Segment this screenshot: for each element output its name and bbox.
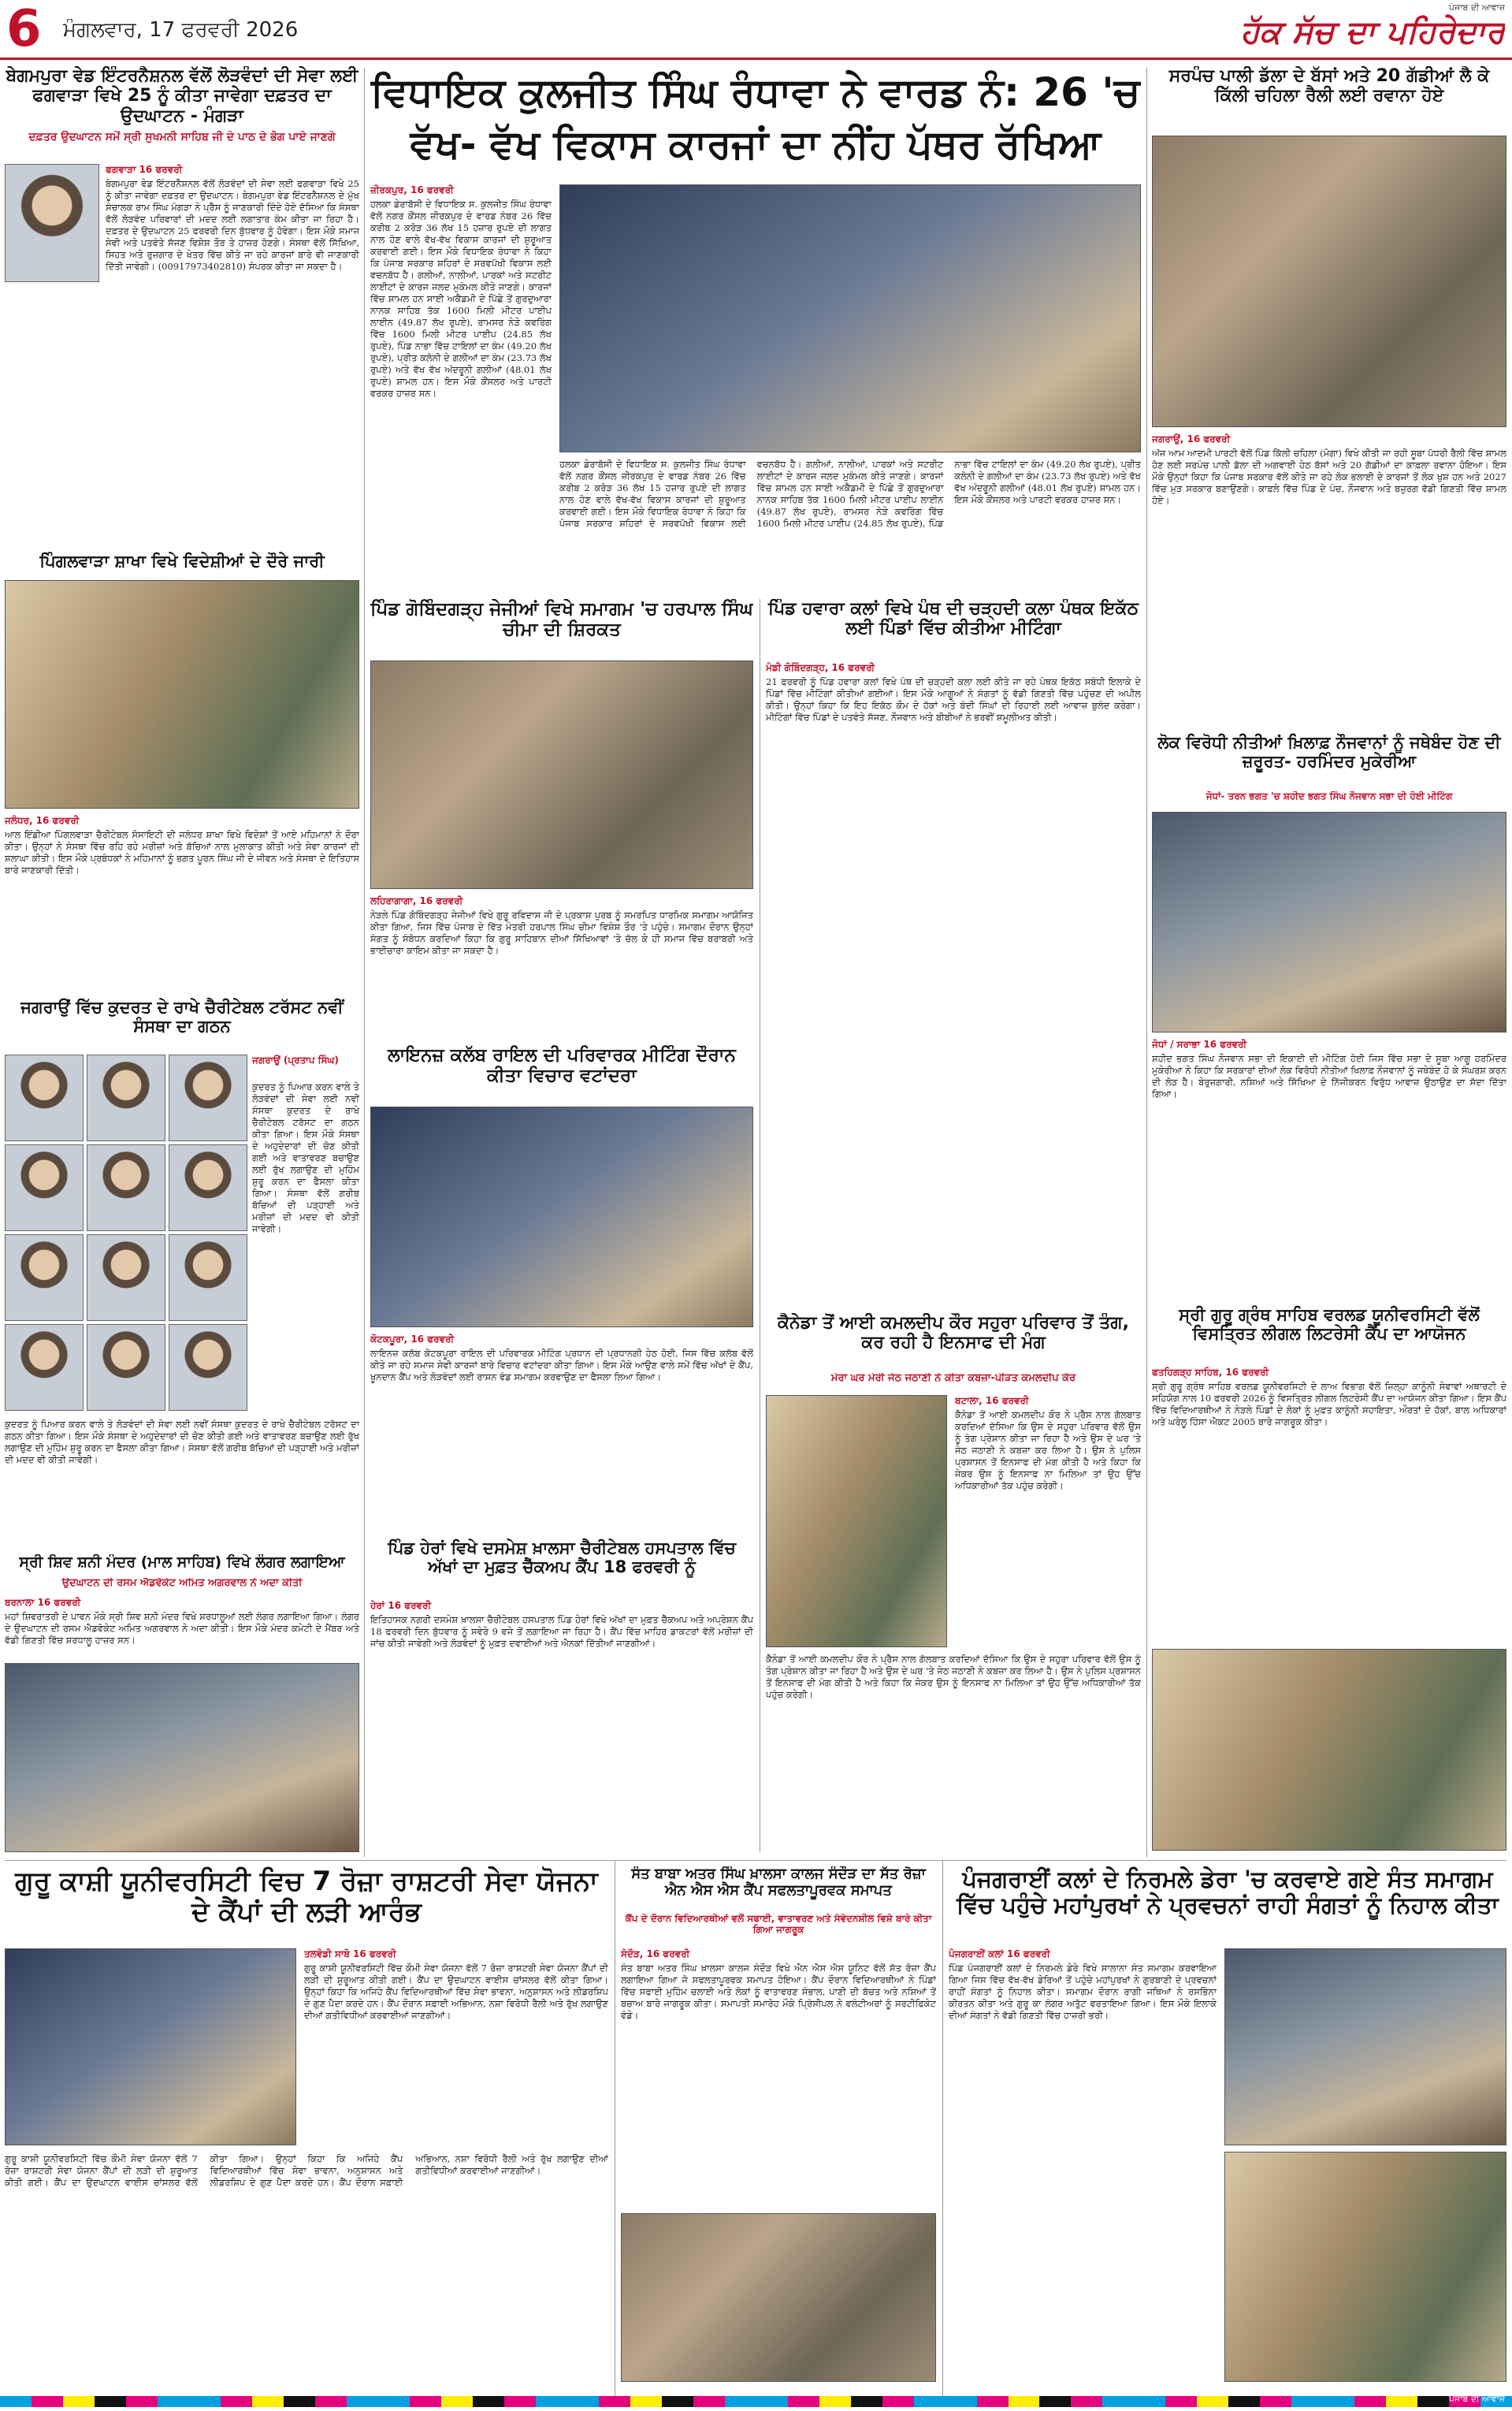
story-chima-byline: ਲਹਿਰਾਗਾਗਾ, 16 ਫਰਵਰੀ bbox=[370, 895, 463, 906]
color-bar-segment bbox=[347, 2396, 378, 2407]
story-randhawa-photo bbox=[559, 184, 1141, 452]
story-sant-samagam-title: ਪੰਜਗਰਾਈਂ ਕਲਾਂ ਦੇ ਨਿਰਮਲੇ ਡੇਰਾ 'ਚ ਕਰਵਾਏ ਗਏ ਸੰਤ ਸਮਾਗਮ ਵਿੱਚ ਪਹੁੰਚੇ ਮਹਾਂਪੁਰਖਾਂ ਨੇ ਪ੍ਰਵਚਨਾਂ ਰਾਹੀ ਸੰਗਤਾਂ ਨੂੰ ਨਿਹਾਲ ਕੀਤਾ bbox=[957, 1866, 1499, 1919]
trust-member-photo bbox=[5, 1324, 84, 1411]
story-randhawa-title: ਵਿਧਾਇਕ ਕੁਲਜੀਤ ਸਿੰਘ ਰੰਧਾਵਾ ਨੇ ਵਾਰਡ ਨੰ: 26 'ਚ ਵੱਖ- ਵੱਖ ਵਿਕਾਸ ਕਾਰਜਾਂ ਦਾ ਨੀਂਹ ਪੱਥਰ ਰੱਖਿਆ bbox=[370, 69, 1141, 167]
story-chima-title: ਪਿੰਡ ਗੋਬਿੰਦਗੜ੍ਹ ਜੇਜੀਆਂ ਵਿਖੇ ਸਮਾਗਮ 'ਚ ਹਰਪਾਲ ਸਿੰਘ ਚੀਮਾ ਦੀ ਸ਼ਿਰਕਤ bbox=[370, 599, 753, 641]
story-guru-kashi-body-cont: ਗੁਰੂ ਕਾਸ਼ੀ ਯੂਨੀਵਰਸਿਟੀ ਵਿੱਚ ਕੌਮੀ ਸੇਵਾ ਯੋਜਨਾ ਵੱਲੋਂ 7 ਰੋਜ਼ਾ ਰਾਸ਼ਟਰੀ ਸੇਵਾ ਯੋਜਨਾ ਕੈਂਪਾਂ ਦੀ ਲੜੀ ਦੀ ਸ਼ੁਰੂਆਤ ਕੀਤੀ ਗਈ। ਕੈਂਪ ਦਾ ਉਦਘਾਟਨ ਵਾਈਸ ਚਾਂਸਲਰ ਵੱਲੋਂ ਕੀਤਾ ਗਿਆ। ਉਨ੍ਹਾਂ ਕਿਹਾ ਕਿ ਅਜਿਹੇ ਕੈਂਪ ਵਿਦਿਆਰਥੀਆਂ ਵਿੱਚ ਸੇਵਾ ਭਾਵਨਾ, ਅਨੁਸ਼ਾਸਨ ਅਤੇ ਲੀਡਰਸ਼ਿਪ ਦੇ ਗੁਣ ਪੈਦਾ ਕਰਦੇ ਹਨ। ਕੈਂਪ ਦੌਰਾਨ ਸਫ਼ਾਈ ਅਭਿਆਨ, ਨਸ਼ਾ ਵਿਰੋਧੀ ਰੈਲੀ ਅਤੇ ਰੁੱਖ ਲਗਾਉਣ ਦੀਆਂ ਗਤੀਵਿਧੀਆਂ ਕਰਵਾਈਆਂ ਜਾਣਗੀਆਂ। bbox=[5, 2153, 608, 2188]
trust-member-photo bbox=[169, 1234, 247, 1321]
story-legal-camp-title: ਸ੍ਰੀ ਗੁਰੂ ਗ੍ਰੰਥ ਸਾਹਿਬ ਵਰਲਡ ਯੂਨੀਵਰਸਿਟੀ ਵੱਲੋਂ ਵਿਸਤ੍ਰਿਤ ਲੀਗਲ ਲਿਟਰੇਸੀ ਕੈਂਪ ਦਾ ਆਯੋਜਨ bbox=[1179, 1305, 1480, 1344]
story-pingalwara-photo bbox=[5, 580, 359, 809]
color-bar-segment bbox=[410, 2396, 441, 2407]
color-bar-segment bbox=[284, 2396, 315, 2407]
story-guru-kashi-body: ਗੁਰੂ ਕਾਸ਼ੀ ਯੂਨੀਵਰਸਿਟੀ ਵਿੱਚ ਕੌਮੀ ਸੇਵਾ ਯੋਜਨਾ ਵੱਲੋਂ 7 ਰੋਜ਼ਾ ਰਾਸ਼ਟਰੀ ਸੇਵਾ ਯੋਜਨਾ ਕੈਂਪਾਂ ਦੀ ਲੜੀ ਦੀ ਸ਼ੁਰੂਆਤ ਕੀਤੀ ਗਈ। ਕੈਂਪ ਦਾ ਉਦਘਾਟਨ ਵਾਈਸ ਚਾਂਸਲਰ ਵੱਲੋਂ ਕੀਤਾ ਗਿਆ। ਉਨ੍ਹਾਂ ਕਿਹਾ ਕਿ ਅਜਿਹੇ ਕੈਂਪ ਵਿਦਿਆਰਥੀਆਂ ਵਿੱਚ ਸੇਵਾ ਭਾਵਨਾ, ਅਨੁਸ਼ਾਸਨ ਅਤੇ ਲੀਡਰਸ਼ਿਪ ਦੇ ਗੁਣ ਪੈਦਾ ਕਰਦੇ ਹਨ। ਕੈਂਪ ਦੌਰਾਨ ਸਫ਼ਾਈ ਅਭਿਆਨ, ਨਸ਼ਾ ਵਿਰੋਧੀ ਰੈਲੀ ਅਤੇ ਰੁੱਖ ਲਗਾਉਣ ਦੀਆਂ ਗਤੀਵਿਧੀਆਂ ਕਰਵਾਈਆਂ ਜਾਣਗੀਆਂ। bbox=[304, 1963, 608, 2021]
story-kamaldeep-title: ਕੈਨੇਡਾ ਤੋਂ ਆਈ ਕਮਲਦੀਪ ਕੌਰ ਸਹੁਰਾ ਪਰਿਵਾਰ ਤੋਂ ਤੰਗ, ਕਰ ਰਹੀ ਹੈ ਇਨਸਾਫ ਦੀ ਮੰਗ bbox=[778, 1313, 1129, 1353]
story-nss-camp-body: ਸੰਤ ਬਾਬਾ ਅਤਰ ਸਿੰਘ ਖ਼ਾਲਸਾ ਕਾਲਜ ਸੰਦੌੜ ਵਿਖੇ ਐਨ ਐਸ ਐਸ ਯੂਨਿਟ ਵੱਲੋਂ ਸੱਤ ਰੋਜ਼ਾ ਕੈਂਪ ਲਗਾਇਆ ਗਿਆ ਜੋ ਸਫਲਤਾਪੂਰਵਕ ਸਮਾਪਤ ਹੋਇਆ। ਕੈਂਪ ਦੌਰਾਨ ਵਿਦਿਆਰਥੀਆਂ ਨੇ ਪਿੰਡਾਂ ਵਿੱਚ ਸਫਾਈ ਮੁਹਿੰਮ ਚਲਾਈ ਅਤੇ ਲੋਕਾਂ ਨੂੰ ਵਾਤਾਵਰਣ ਸੰਭਾਲ, ਪਾਣੀ ਦੀ ਬੱਚਤ ਅਤੇ ਨਸ਼ਿਆਂ ਤੋਂ ਬਚਾਅ ਬਾਰੇ ਜਾਗਰੂਕ ਕੀਤਾ। ਸਮਾਪਤੀ ਸਮਾਰੋਹ ਮੌਕੇ ਪ੍ਰਿੰਸੀਪਲ ਨੇ ਵਲੰਟੀਅਰਾਂ ਨੂੰ ਸਰਟੀਫਿਕੇਟ ਵੰਡੇ। bbox=[621, 1963, 936, 2021]
trust-member-photo bbox=[87, 1144, 165, 1231]
story-legal-camp-byline: ਫਤਹਿਗੜ੍ਹ ਸਾਹਿਬ, 16 ਫਰਵਰੀ bbox=[1152, 1367, 1269, 1378]
color-bar-segment bbox=[1039, 2396, 1071, 2407]
color-bar-segment bbox=[252, 2396, 284, 2407]
color-bar-segment bbox=[1165, 2396, 1197, 2407]
story-trust-body: ਕੁਦਰਤ ਨੂੰ ਪਿਆਰ ਕਰਨ ਵਾਲੇ ਤੇ ਲੋੜਵੰਦਾਂ ਦੀ ਸੇਵਾ ਲਈ ਨਵੀਂ ਸੰਸਥਾ ਕੁਦਰਤ ਦੇ ਰਾਖੇ ਚੈਰੀਟੇਬਲ ਟਰੱਸਟ ਦਾ ਗਠਨ ਕੀਤਾ ਗਿਆ। ਇਸ ਮੌਕੇ ਸੰਸਥਾ ਦੇ ਅਹੁਦੇਦਾਰਾਂ ਦੀ ਚੋਣ ਕੀਤੀ ਗਈ ਅਤੇ ਵਾਤਾਵਰਣ ਬਚਾਉਣ ਲਈ ਰੁੱਖ ਲਗਾਉਣ ਦੀ ਮੁਹਿੰਮ ਸ਼ੁਰੂ ਕਰਨ ਦਾ ਫੈਸਲਾ ਕੀਤਾ ਗਿਆ। ਸੰਸਥਾ ਵੱਲੋਂ ਗਰੀਬ ਬੱਚਿਆਂ ਦੀ ਪੜ੍ਹਾਈ ਅਤੇ ਮਰੀਜ਼ਾਂ ਦੀ ਮਦਦ ਵੀ ਕੀਤੀ ਜਾਵੇਗੀ। bbox=[252, 1081, 359, 1234]
footer-strip bbox=[0, 2391, 1512, 2411]
page-number: 6 bbox=[6, 2, 42, 57]
color-bar-segment bbox=[851, 2396, 882, 2407]
color-bar-segment bbox=[441, 2396, 473, 2407]
story-youth-title: ਲੋਕ ਵਿਰੋਧੀ ਨੀਤੀਆਂ ਖ਼ਿਲਾਫ਼ ਨੌਜਵਾਨਾਂ ਨੂੰ ਜਥੇਬੰਦ ਹੋਣ ਦੀ ਜ਼ਰੂਰਤ- ਹਰਮਿੰਦਰ ਮੁਕੇਰੀਆ bbox=[1157, 733, 1501, 772]
color-bar-segment bbox=[567, 2396, 599, 2407]
brand-logo: ਹੱਕ ਸੱਚ ਦਾ ਪਹਿਰੇਦਾਰ bbox=[1240, 14, 1505, 50]
story-guru-kashi-photo bbox=[5, 1948, 296, 2145]
color-bar-segment bbox=[882, 2396, 914, 2407]
color-bar-segment bbox=[63, 2396, 95, 2407]
story-begampura-byline: ਫਗਵਾੜਾ 16 ਫਰਵਰੀ bbox=[106, 164, 183, 175]
story-kamaldeep-body-cont: ਕੈਨੇਡਾ ਤੋਂ ਆਈ ਕਮਲਦੀਪ ਕੌਰ ਨੇ ਪ੍ਰੈਸ ਨਾਲ ਗੱਲਬਾਤ ਕਰਦਿਆਂ ਦੱਸਿਆ ਕਿ ਉਸ ਦੇ ਸਹੁਰਾ ਪਰਿਵਾਰ ਵੱਲੋਂ ਉਸ ਨੂੰ ਤੰਗ ਪ੍ਰੇਸ਼ਾਨ ਕੀਤਾ ਜਾ ਰਿਹਾ ਹੈ ਅਤੇ ਉਸ ਦੇ ਘਰ 'ਤੇ ਜੇਠ ਜਠਾਣੀ ਨੇ ਕਬਜ਼ਾ ਕਰ ਲਿਆ ਹੈ। ਉਸ ਨੇ ਪੁਲਿਸ ਪ੍ਰਸ਼ਾਸਨ ਤੋਂ ਇਨਸਾਫ ਦੀ ਮੰਗ ਕੀਤੀ ਹੈ ਅਤੇ ਕਿਹਾ ਕਿ ਜੇਕਰ ਉਸ ਨੂੰ ਇਨਸਾਫ ਨਾ ਮਿਲਿਆ ਤਾਂ ਉਹ ਉੱਚ ਅਧਿਕਾਰੀਆਂ ਤੱਕ ਪਹੁੰਚ ਕਰੇਗੀ। bbox=[766, 1654, 1141, 1700]
story-youth bbox=[1152, 733, 1506, 1300]
color-bar-segment bbox=[221, 2396, 252, 2407]
story-youth-subtitle: ਜੋਧਾਂ- ਤਰਨ ਭਗਤ 'ਚ ਸ਼ਹੀਦ ਭਗਤ ਸਿੰਘ ਨੌਜਵਾਨ ਸਭਾ ਦੀ ਹੋਈ ਮੀਟਿੰਗ bbox=[1206, 791, 1453, 802]
story-sant-samagam-photo-2 bbox=[1224, 2152, 1506, 2382]
registration-bars bbox=[0, 2396, 1512, 2407]
trust-member-photo bbox=[169, 1055, 247, 1141]
story-sant-samagam-body: ਪਿੰਡ ਪੰਜਗਰਾਈਂ ਕਲਾਂ ਦੇ ਨਿਰਮਲੇ ਡੇਰੇ ਵਿਖੇ ਸਾਲਾਨਾ ਸੰਤ ਸਮਾਗਮ ਕਰਵਾਇਆ ਗਿਆ ਜਿਸ ਵਿੱਚ ਵੱਖ-ਵੱਖ ਡੇਰਿਆਂ ਤੋਂ ਪਹੁੰਚੇ ਮਹਾਂਪੁਰਖਾਂ ਨੇ ਗੁਰਬਾਣੀ ਦੇ ਪ੍ਰਵਚਨਾਂ ਰਾਹੀਂ ਸੰਗਤਾਂ ਨੂੰ ਨਿਹਾਲ ਕੀਤਾ। ਸਮਾਗਮ ਦੌਰਾਨ ਰਾਗੀ ਜਥਿਆਂ ਨੇ ਰਸਭਿੰਨਾ ਕੀਰਤਨ ਕੀਤਾ ਅਤੇ ਗੁਰੂ ਕਾ ਲੰਗਰ ਅਤੁੱਟ ਵਰਤਾਇਆ ਗਿਆ। ਇਸ ਮੌਕੇ ਇਲਾਕੇ ਦੀਆਂ ਸੰਗਤਾਂ ਨੇ ਵੱਡੀ ਗਿਣਤੀ ਵਿੱਚ ਹਾਜ਼ਰੀ ਭਰੀ। bbox=[949, 1963, 1217, 2021]
story-randhawa bbox=[370, 66, 1141, 594]
story-shiv-mandir-title: ਸ੍ਰੀ ਸ਼ਿਵ ਸ਼ਨੀ ਮੰਦਰ (ਮਾਲ ਸਾਹਿਬ) ਵਿਖੇ ਲੰਗਰ ਲਗਾਇਆ bbox=[19, 1554, 345, 1571]
color-bar-segment bbox=[95, 2396, 126, 2407]
brand-tagline: ਪੰਜਾਬ ਦੀ ਆਵਾਜ਼ bbox=[1448, 3, 1505, 13]
color-bar-segment bbox=[1197, 2396, 1228, 2407]
color-bar-segment bbox=[819, 2396, 851, 2407]
story-trust bbox=[5, 998, 359, 1550]
story-guru-kashi-title: ਗੁਰੂ ਕਾਸ਼ੀ ਯੂਨੀਵਰਸਿਟੀ ਵਿਚ 7 ਰੋਜ਼ਾ ਰਾਸ਼ਟਰੀ ਸੇਵਾ ਯੋਜਨਾ ਦੇ ਕੈਂਪਾਂ ਦੀ ਲੜੀ ਆਰੰਭ bbox=[15, 1866, 598, 1929]
color-bar-segment bbox=[504, 2396, 536, 2407]
color-bar-segment bbox=[1102, 2396, 1134, 2407]
story-nss-camp-title: ਸੰਤ ਬਾਬਾ ਅਤਰ ਸਿੰਘ ਖ਼ਾਲਸਾ ਕਾਲਜ ਸੰਦੌੜ ਦਾ ਸੱਤ ਰੋਜ਼ਾ ਐਨ ਐਸ ਐਸ ਕੈਂਪ ਸਫਲਤਾਪੂਰਵਕ ਸਮਾਪਤ bbox=[631, 1866, 926, 1899]
story-kamaldeep-photo bbox=[766, 1395, 947, 1647]
color-bar-segment bbox=[1009, 2396, 1040, 2407]
trust-member-photo bbox=[169, 1144, 247, 1231]
masthead-date: ਮੰਗਲਵਾਰ, 17 ਫਰਵਰੀ 2026 bbox=[63, 19, 299, 42]
color-bar-segment bbox=[315, 2396, 347, 2407]
story-legal-camp bbox=[1152, 1305, 1506, 1857]
story-eye-camp bbox=[370, 1539, 753, 1857]
color-bar-segment bbox=[32, 2396, 63, 2407]
story-begampura-body: ਬੇਗਮਪੁਰਾ ਵੇਡ ਇੰਟਰਨੈਸ਼ਨਲ ਵੱਲੋਂ ਲੋੜਵੰਦਾਂ ਦੀ ਸੇਵਾ ਲਈ ਫਗਵਾੜਾ ਵਿਖੇ 25 ਨੂੰ ਕੀਤਾ ਜਾਵੇਗਾ ਦਫ਼ਤਰ ਦਾ ਉਦਘਾਟਨ। ਬੇਗਮਪੁਰਾ ਵੇਡ ਇੰਟਰਨੈਸ਼ਨਲ ਦੇ ਮੁੱਖ ਸੰਚਾਲਕ ਰਾਮ ਸਿੰਘ ਮੰਗੜਾ ਨੇ ਪ੍ਰੈਸ ਨੂੰ ਜਾਣਕਾਰੀ ਦਿੰਦੇ ਹੋਏ ਦੱਸਿਆ ਕਿ ਸੰਸਥਾ ਵੱਲੋਂ ਲੋੜਵੰਦ ਪਰਿਵਾਰਾਂ ਦੀ ਮਦਦ ਲਈ ਲਗਾਤਾਰ ਕੰਮ ਕੀਤਾ ਜਾ ਰਿਹਾ ਹੈ। ਦਫ਼ਤਰ ਦੇ ਉਦਘਾਟਨ 25 ਫਰਵਰੀ ਦਿਨ ਬੁੱਧਵਾਰ ਨੂੰ ਹੋਵੇਗਾ। ਇਸ ਮੌਕੇ ਸਮਾਜ ਸੇਵੀ ਅਤੇ ਪਤਵੰਤੇ ਸੱਜਣ ਵਿਸ਼ੇਸ਼ ਤੌਰ ਤੇ ਹਾਜ਼ਰ ਹੋਣਗੇ। ਸੰਸਥਾ ਵੱਲੋਂ ਸਿੱਖਿਆ, ਸਿਹਤ ਅਤੇ ਰੁਜ਼ਗਾਰ ਦੇ ਖੇਤਰ ਵਿੱਚ ਕੀਤੇ ਜਾ ਰਹੇ ਕਾਰਜਾਂ ਬਾਰੇ ਵੀ ਜਾਣਕਾਰੀ ਦਿੱਤੀ ਜਾਵੇਗੀ। (00917973402810) ਸੰਪਰਕ ਕੀਤਾ ਜਾ ਸਕਦਾ ਹੈ। bbox=[106, 178, 359, 272]
color-bar-segment bbox=[1228, 2396, 1260, 2407]
story-sarpanch-rally-photo bbox=[1152, 136, 1506, 427]
color-bar-segment bbox=[126, 2396, 158, 2407]
story-shiv-mandir bbox=[5, 1554, 359, 1857]
masthead bbox=[0, 0, 1512, 60]
story-kamaldeep bbox=[766, 1313, 1141, 1857]
story-sant-samagam bbox=[949, 1866, 1506, 2387]
color-bar-segment bbox=[189, 2396, 221, 2407]
story-hawara-body: 21 ਫਰਵਰੀ ਨੂੰ ਪਿੰਡ ਹਵਾਰਾ ਕਲਾਂ ਵਿਖੇ ਪੰਥ ਦੀ ਚੜ੍ਹਦੀ ਕਲਾ ਲਈ ਕੀਤੇ ਜਾ ਰਹੇ ਪੰਥਕ ਇਕੱਠ ਸਬੰਧੀ ਇਲਾਕੇ ਦੇ ਪਿੰਡਾਂ ਵਿੱਚ ਮੀਟਿੰਗਾਂ ਕੀਤੀਆਂ ਗਈਆਂ। ਇਸ ਮੌਕੇ ਆਗੂਆਂ ਨੇ ਸੰਗਤਾਂ ਨੂੰ ਵੱਡੀ ਗਿਣਤੀ ਵਿੱਚ ਪਹੁੰਚਣ ਦੀ ਅਪੀਲ ਕੀਤੀ। ਉਨ੍ਹਾਂ ਕਿਹਾ ਕਿ ਇਹ ਇਕੱਠ ਕੌਮ ਦੇ ਹੱਕਾਂ ਅਤੇ ਬੰਦੀ ਸਿੰਘਾਂ ਦੀ ਰਿਹਾਈ ਲਈ ਆਵਾਜ਼ ਬੁਲੰਦ ਕਰੇਗਾ। ਮੀਟਿੰਗਾਂ ਵਿੱਚ ਪਿੰਡਾਂ ਦੇ ਪਤਵੰਤੇ ਸੱਜਣ, ਨੌਜਵਾਨ ਅਤੇ ਬੀਬੀਆਂ ਨੇ ਭਰਵੀਂ ਸ਼ਮੂਲੀਅਤ ਕੀਤੀ। bbox=[766, 676, 1141, 723]
color-bar-segment bbox=[1260, 2396, 1291, 2407]
story-lions-club-byline: ਕੋਟਕਪੂਰਾ, 16 ਫਰਵਰੀ bbox=[370, 1334, 455, 1345]
story-begampura-title: ਬੇਗਮਪੁਰਾ ਵੇਡ ਇੰਟਰਨੈਸ਼ਨਲ ਵੱਲੋਂ ਲੋੜਵੰਦਾਂ ਦੀ ਸੇਵਾ ਲਈ ਫਗਵਾੜਾ ਵਿਖੇ 25 ਨੂੰ ਕੀਤਾ ਜਾਵੇਗਾ ਦਫ਼ਤਰ ਦਾ ਉਦਘਾਟਨ - ਮੰਗੜਾ bbox=[6, 66, 358, 126]
footer-label: ਪੰਜਾਬ ਦੀ ਆਵਾਜ਼ bbox=[1448, 2394, 1505, 2404]
story-pingalwara-byline: ਜਲੰਧਰ, 16 ਫਰਵਰੀ bbox=[5, 815, 80, 826]
story-begampura-portrait bbox=[5, 164, 99, 282]
story-lions-club bbox=[370, 1045, 753, 1534]
color-bar-segment bbox=[473, 2396, 504, 2407]
trust-member-photo bbox=[87, 1234, 165, 1321]
story-nss-camp-subtitle: ਕੈਂਪ ਦੇ ਦੌਰਾਨ ਵਿਦਿਆਰਥੀਆਂ ਵਲੋਂ ਸਫਾਈ, ਵਾਤਾਵਰਣ ਅਤੇ ਸੰਵੇਦਨਸ਼ੀਲ ਵਿਸ਼ੇ ਬਾਰੇ ਕੀਤਾ ਗਿਆ ਜਾਗਰੂਕ bbox=[625, 1914, 932, 1935]
story-sant-samagam-photo bbox=[1224, 1948, 1506, 2145]
story-guru-kashi-byline: ਤਲਵੰਡੀ ਸਾਬੋ 16 ਫਰਵਰੀ bbox=[304, 1948, 396, 1959]
color-bar-segment bbox=[158, 2396, 189, 2407]
story-guru-kashi bbox=[5, 1866, 608, 2387]
story-lions-club-title: ਲਾਇਨਜ਼ ਕਲੱਬ ਰਾਇਲ ਦੀ ਪਰਿਵਾਰਕ ਮੀਟਿੰਗ ਦੌਰਾਨ ਕੀਤਾ ਵਿਚਾਰ ਵਟਾਂਦਰਾ bbox=[388, 1045, 736, 1087]
story-trust-byline: ਜਗਰਾਉਂ (ਪ੍ਰਤਾਪ ਸਿੰਘ) bbox=[252, 1055, 339, 1066]
story-shiv-mandir-subtitle: ਉਦਘਾਟਨ ਦੀ ਰਸਮ ਐਡਵੋਕੇਟ ਅਮਿਤ ਅਗਰਵਾਲ ਨੇ ਅਦਾ ਕੀਤੀ bbox=[61, 1578, 303, 1589]
story-eye-camp-byline: ਹੇਰਾਂ 16 ਫਰਵਰੀ bbox=[370, 1600, 432, 1611]
story-randhawa-body: ਹਲਕਾ ਡੇਰਾਬੱਸੀ ਦੇ ਵਿਧਾਇਕ ਸ. ਕੁਲਜੀਤ ਸਿੰਘ ਰੰਧਾਵਾ ਵੱਲੋਂ ਨਗਰ ਕੌਂਸਲ ਜ਼ੀਰਕਪੁਰ ਦੇ ਵਾਰਡ ਨੰਬਰ 26 ਵਿੱਚ ਕਰੀਬ 2 ਕਰੋੜ 36 ਲੱਖ 15 ਹਜ਼ਾਰ ਰੁਪਏ ਦੀ ਲਾਗਤ ਨਾਲ ਹੋਣ ਵਾਲੇ ਵੱਖ-ਵੱਖ ਵਿਕਾਸ ਕਾਰਜਾਂ ਦੀ ਸ਼ੁਰੂਆਤ ਕਰਵਾਈ ਗਈ। ਇਸ ਮੌਕੇ ਵਿਧਾਇਕ ਰੰਧਾਵਾ ਨੇ ਕਿਹਾ ਕਿ ਪੰਜਾਬ ਸਰਕਾਰ ਸ਼ਹਿਰਾਂ ਦੇ ਸਰਵਪੱਖੀ ਵਿਕਾਸ ਲਈ ਵਚਨਬੱਧ ਹੈ। ਗਲੀਆਂ, ਨਾਲੀਆਂ, ਪਾਰਕਾਂ ਅਤੇ ਸਟਰੀਟ ਲਾਈਟਾਂ ਦੇ ਕਾਰਜ ਜਲਦ ਮੁਕੰਮਲ ਕੀਤੇ ਜਾਣਗੇ। ਕਾਰਜਾਂ ਵਿੱਚ ਸ਼ਾਮਲ ਹਨ ਸਾਈ ਅਕੈਡਮੀ ਦੇ ਪਿੱਛੇ ਤੋਂ ਗੁਰਦੁਆਰਾ ਨਾਨਕ ਸਾਹਿਬ ਤੱਕ 1600 ਮਿਲੀ ਮੀਟਰ ਪਾਈਪ ਲਾਈਨ (49.87 ਲੱਖ ਰੁਪਏ), ਰਾਮਸਰ ਨੇੜੇ ਕਵਰਿੰਗ ਵਿੱਚ 1600 ਮਿਲੀ ਮੀਟਰ ਪਾਈਪ (24.85 ਲੱਖ ਰੁਪਏ), ਪਿੰਡ ਨਾਭਾ ਵਿੱਚ ਟਾਇਲਾਂ ਦਾ ਕੰਮ (49.20 ਲੱਖ ਰੁਪਏ), ਪ੍ਰੀਤ ਕਲੋਨੀ ਦੇ ਗਲੀਆਂ ਦਾ ਕੰਮ (23.73 ਲੱਖ ਰੁਪਏ) ਅਤੇ ਵੱਖ ਵੱਖ ਅੰਦਰੂਨੀ ਗਲੀਆਂ (48.01 ਲੱਖ ਰੁਪਏ) ਸ਼ਾਮਲ ਹਨ। ਇਸ ਮੌਕੇ ਕੌਂਸਲਰ ਅਤੇ ਪਾਰਟੀ ਵਰਕਰ ਹਾਜ਼ਰ ਸਨ। bbox=[370, 199, 552, 399]
color-bar-segment bbox=[914, 2396, 945, 2407]
story-randhawa-body-cont: ਹਲਕਾ ਡੇਰਾਬੱਸੀ ਦੇ ਵਿਧਾਇਕ ਸ. ਕੁਲਜੀਤ ਸਿੰਘ ਰੰਧਾਵਾ ਵੱਲੋਂ ਨਗਰ ਕੌਂਸਲ ਜ਼ੀਰਕਪੁਰ ਦੇ ਵਾਰਡ ਨੰਬਰ 26 ਵਿੱਚ ਕਰੀਬ 2 ਕਰੋੜ 36 ਲੱਖ 15 ਹਜ਼ਾਰ ਰੁਪਏ ਦੀ ਲਾਗਤ ਨਾਲ ਹੋਣ ਵਾਲੇ ਵੱਖ-ਵੱਖ ਵਿਕਾਸ ਕਾਰਜਾਂ ਦੀ ਸ਼ੁਰੂਆਤ ਕਰਵਾਈ ਗਈ। ਇਸ ਮੌਕੇ ਵਿਧਾਇਕ ਰੰਧਾਵਾ ਨੇ ਕਿਹਾ ਕਿ ਪੰਜਾਬ ਸਰਕਾਰ ਸ਼ਹਿਰਾਂ ਦੇ ਸਰਵਪੱਖੀ ਵਿਕਾਸ ਲਈ ਵਚਨਬੱਧ ਹੈ। ਗਲੀਆਂ, ਨਾਲੀਆਂ, ਪਾਰਕਾਂ ਅਤੇ ਸਟਰੀਟ ਲਾਈਟਾਂ ਦੇ ਕਾਰਜ ਜਲਦ ਮੁਕੰਮਲ ਕੀਤੇ ਜਾਣਗੇ। ਕਾਰਜਾਂ ਵਿੱਚ ਸ਼ਾਮਲ ਹਨ ਸਾਈ ਅਕੈਡਮੀ ਦੇ ਪਿੱਛੇ ਤੋਂ ਗੁਰਦੁਆਰਾ ਨਾਨਕ ਸਾਹਿਬ ਤੱਕ 1600 ਮਿਲੀ ਮੀਟਰ ਪਾਈਪ ਲਾਈਨ (49.87 ਲੱਖ ਰੁਪਏ), ਰਾਮਸਰ ਨੇੜੇ ਕਵਰਿੰਗ ਵਿੱਚ 1600 ਮਿਲੀ ਮੀਟਰ ਪਾਈਪ (24.85 ਲੱਖ ਰੁਪਏ), ਪਿੰਡ ਨਾਭਾ ਵਿੱਚ ਟਾਇਲਾਂ ਦਾ ਕੰਮ (49.20 ਲੱਖ ਰੁਪਏ), ਪ੍ਰੀਤ ਕਲੋਨੀ ਦੇ ਗਲੀਆਂ ਦਾ ਕੰਮ (23.73 ਲੱਖ ਰੁਪਏ) ਅਤੇ ਵੱਖ ਵੱਖ ਅੰਦਰੂਨੀ ਗਲੀਆਂ (48.01 ਲੱਖ ਰੁਪਏ) ਸ਼ਾਮਲ ਹਨ। ਇਸ ਮੌਕੇ ਕੌਂਸਲਰ ਅਤੇ ਪਾਰਟੀ ਵਰਕਰ ਹਾਜ਼ਰ ਸਨ। bbox=[559, 459, 1141, 529]
color-bar-segment bbox=[1354, 2396, 1386, 2407]
trust-member-photo bbox=[5, 1234, 84, 1321]
story-youth-body: ਸ਼ਹੀਦ ਭਗਤ ਸਿੰਘ ਨੌਜਵਾਨ ਸਭਾ ਦੀ ਇਕਾਈ ਦੀ ਮੀਟਿੰਗ ਹੋਈ ਜਿਸ ਵਿੱਚ ਸਭਾ ਦੇ ਸੂਬਾ ਆਗੂ ਹਰਮਿੰਦਰ ਮੁਕੇਰੀਆ ਨੇ ਕਿਹਾ ਕਿ ਸਰਕਾਰਾਂ ਦੀਆਂ ਲੋਕ ਵਿਰੋਧੀ ਨੀਤੀਆਂ ਖ਼ਿਲਾਫ਼ ਨੌਜਵਾਨਾਂ ਨੂੰ ਜਥੇਬੰਦ ਹੋ ਕੇ ਸੰਘਰਸ਼ ਕਰਨ ਦੀ ਲੋੜ ਹੈ। ਬੇਰੁਜ਼ਗਾਰੀ, ਨਸ਼ਿਆਂ ਅਤੇ ਸਿੱਖਿਆ ਦੇ ਨਿੱਜੀਕਰਨ ਵਿਰੁੱਧ ਆਵਾਜ਼ ਉਠਾਉਣ ਦਾ ਸੱਦਾ ਦਿੱਤਾ ਗਿਆ। bbox=[1152, 1053, 1506, 1099]
story-shiv-mandir-photo bbox=[5, 1663, 359, 1852]
color-bar-segment bbox=[1291, 2396, 1323, 2407]
story-eye-camp-body: ਇਤਿਹਾਸਕ ਨਗਰੀ ਦਸਮੇਸ਼ ਖ਼ਾਲਸਾ ਚੈਰੀਟੇਬਲ ਹਸਪਤਾਲ ਪਿੰਡ ਹੇਰਾਂ ਵਿਖੇ ਅੱਖਾਂ ਦਾ ਮੁਫ਼ਤ ਚੈੱਕਅਪ ਅਤੇ ਅਪ੍ਰੇਸ਼ਨ ਕੈਂਪ 18 ਫਰਵਰੀ ਦਿਨ ਬੁੱਧਵਾਰ ਨੂੰ ਸਵੇਰੇ 9 ਵਜੇ ਤੋਂ ਲਗਾਇਆ ਜਾ ਰਿਹਾ ਹੈ। ਕੈਂਪ ਵਿੱਚ ਮਾਹਿਰ ਡਾਕਟਰਾਂ ਵੱਲੋਂ ਮਰੀਜ਼ਾਂ ਦੀ ਜਾਂਚ ਕੀਤੀ ਜਾਵੇਗੀ ਅਤੇ ਲੋੜਵੰਦਾਂ ਨੂੰ ਮੁਫ਼ਤ ਦਵਾਈਆਂ ਅਤੇ ਐਨਕਾਂ ਦਿੱਤੀਆਂ ਜਾਣਗੀਆਂ। bbox=[370, 1614, 753, 1649]
color-bar-segment bbox=[945, 2396, 977, 2407]
color-bar-segment bbox=[0, 2396, 32, 2407]
story-youth-byline: ਜੋਧਾਂ / ਸਰਾਭਾ 16 ਫਰਵਰੀ bbox=[1152, 1039, 1247, 1050]
story-nss-camp bbox=[621, 1866, 936, 2387]
story-pingalwara bbox=[5, 552, 359, 993]
story-randhawa-byline: ਜ਼ੀਰਕਪੁਰ, 16 ਫਰਵਰੀ bbox=[370, 184, 454, 195]
color-bar-segment bbox=[630, 2396, 662, 2407]
story-kamaldeep-subtitle: ਮੇਰਾ ਘਰ ਮੇਰੀ ਜੇਠ ਜਠਾਣੀ ਨੇ ਕੀਤਾ ਕਬਜ਼ਾ-ਪੀੜਤ ਕਮਲਦੀਪ ਕੌਰ bbox=[830, 1373, 1076, 1384]
story-sarpanch-rally bbox=[1152, 66, 1506, 728]
story-legal-camp-body: ਸ੍ਰੀ ਗੁਰੂ ਗ੍ਰੰਥ ਸਾਹਿਬ ਵਰਲਡ ਯੂਨੀਵਰਸਿਟੀ ਦੇ ਲਾਅ ਵਿਭਾਗ ਵੱਲੋਂ ਜ਼ਿਲ੍ਹਾ ਕਾਨੂੰਨੀ ਸੇਵਾਵਾਂ ਅਥਾਰਟੀ ਦੇ ਸਹਿਯੋਗ ਨਾਲ 10 ਫਰਵਰੀ 2026 ਨੂੰ ਵਿਸਤ੍ਰਿਤ ਲੀਗਲ ਲਿਟਰੇਸੀ ਕੈਂਪ ਦਾ ਆਯੋਜਨ ਕੀਤਾ ਗਿਆ। ਇਸ ਕੈਂਪ ਵਿੱਚ ਵਿਦਿਆਰਥੀਆਂ ਨੇ ਨੇੜਲੇ ਪਿੰਡਾਂ ਦੇ ਲੋਕਾਂ ਨੂੰ ਮੁਫ਼ਤ ਕਾਨੂੰਨੀ ਸਹਾਇਤਾ, ਔਰਤਾਂ ਦੇ ਹੱਕਾਂ, ਬਾਲ ਅਧਿਕਾਰਾਂ ਅਤੇ ਘਰੇਲੂ ਹਿੰਸਾ ਐਕਟ 2005 ਬਾਰੇ ਜਾਗਰੂਕ ਕੀਤਾ। bbox=[1152, 1381, 1506, 1427]
color-bar-segment bbox=[725, 2396, 756, 2407]
color-bar-segment bbox=[788, 2396, 819, 2407]
color-bar-segment bbox=[1134, 2396, 1165, 2407]
story-sarpanch-rally-title: ਸਰਪੰਚ ਪਾਲੀ ਡੱਲਾ ਦੇ ਬੱਸਾਂ ਅਤੇ 20 ਗੱਡੀਆਂ ਲੈ ਕੇ ਕਿੱਲੀ ਚਹਿਲਾ ਰੈਲੀ ਲਈ ਰਵਾਨਾ ਹੋਏ bbox=[1168, 66, 1490, 106]
story-sarpanch-rally-byline: ਜਗਰਾਉਂ, 16 ਫਰਵਰੀ bbox=[1152, 433, 1231, 445]
color-bar-segment bbox=[599, 2396, 630, 2407]
story-chima-body: ਨੇੜਲੇ ਪਿੰਡ ਗੋਬਿੰਦਗੜ੍ਹ ਜੇਜੀਆਂ ਵਿਖੇ ਗੁਰੂ ਰਵਿਦਾਸ ਜੀ ਦੇ ਪ੍ਰਕਾਸ਼ ਪੁਰਬ ਨੂੰ ਸਮਰਪਿਤ ਧਾਰਮਿਕ ਸਮਾਗਮ ਆਯੋਜਿਤ ਕੀਤਾ ਗਿਆ, ਜਿਸ ਵਿੱਚ ਪੰਜਾਬ ਦੇ ਵਿੱਤ ਮੰਤਰੀ ਹਰਪਾਲ ਸਿੰਘ ਚੀਮਾ ਵਿਸ਼ੇਸ਼ ਤੌਰ 'ਤੇ ਪਹੁੰਚੇ। ਸਮਾਗਮ ਦੌਰਾਨ ਉਨ੍ਹਾਂ ਸੰਗਤ ਨੂੰ ਸੰਬੋਧਨ ਕਰਦਿਆਂ ਕਿਹਾ ਕਿ ਗੁਰੂ ਸਾਹਿਬਾਨ ਦੀਆਂ ਸਿੱਖਿਆਵਾਂ 'ਤੇ ਚੱਲ ਕੇ ਹੀ ਸਮਾਜ ਵਿੱਚ ਬਰਾਬਰੀ ਅਤੇ ਭਾਈਚਾਰਾ ਕਾਇਮ ਕੀਤਾ ਜਾ ਸਕਦਾ ਹੈ। bbox=[370, 910, 753, 956]
story-pingalwara-body: ਆਲ ਇੰਡੀਆ ਪਿੰਗਲਵਾੜਾ ਚੈਰੀਟੇਬਲ ਸੋਸਾਇਟੀ ਦੀ ਜਲੰਧਰ ਸ਼ਾਖਾ ਵਿਖੇ ਵਿਦੇਸ਼ਾਂ ਤੋਂ ਆਏ ਮਹਿਮਾਨਾਂ ਨੇ ਦੌਰਾ ਕੀਤਾ। ਉਨ੍ਹਾਂ ਨੇ ਸੰਸਥਾ ਵਿੱਚ ਰਹਿ ਰਹੇ ਮਰੀਜ਼ਾਂ ਅਤੇ ਬੱਚਿਆਂ ਨਾਲ ਮੁਲਾਕਾਤ ਕੀਤੀ ਅਤੇ ਸੇਵਾ ਕਾਰਜਾਂ ਦੀ ਸ਼ਲਾਘਾ ਕੀਤੀ। ਇਸ ਮੌਕੇ ਪ੍ਰਬੰਧਕਾਂ ਨੇ ਮਹਿਮਾਨਾਂ ਨੂੰ ਭਗਤ ਪੂਰਨ ਸਿੰਘ ਜੀ ਦੇ ਜੀਵਨ ਅਤੇ ਸੰਸਥਾ ਦੇ ਇਤਿਹਾਸ ਬਾਰੇ ਜਾਣਕਾਰੀ ਦਿੱਤੀ। bbox=[5, 829, 359, 876]
color-bar-segment bbox=[1071, 2396, 1102, 2407]
trust-member-photo bbox=[5, 1055, 84, 1141]
trust-member-photo bbox=[87, 1055, 165, 1141]
story-shiv-mandir-body: ਮਹਾਂ ਸ਼ਿਵਰਾਤਰੀ ਦੇ ਪਾਵਨ ਮੌਕੇ ਸ੍ਰੀ ਸ਼ਿਵ ਸ਼ਨੀ ਮੰਦਰ ਵਿਖੇ ਸ਼ਰਧਾਲੂਆਂ ਲਈ ਲੰਗਰ ਲਗਾਇਆ ਗਿਆ। ਲੰਗਰ ਦੇ ਉਦਘਾਟਨ ਦੀ ਰਸਮ ਐਡਵੋਕੇਟ ਅਮਿਤ ਅਗਰਵਾਲ ਨੇ ਅਦਾ ਕੀਤੀ। ਇਸ ਮੌਕੇ ਮੰਦਰ ਕਮੇਟੀ ਦੇ ਮੈਂਬਰ ਅਤੇ ਵੱਡੀ ਗਿਣਤੀ ਵਿੱਚ ਸ਼ਰਧਾਲੂ ਹਾਜ਼ਰ ਸਨ। bbox=[5, 1611, 359, 1646]
story-kamaldeep-body: ਕੈਨੇਡਾ ਤੋਂ ਆਈ ਕਮਲਦੀਪ ਕੌਰ ਨੇ ਪ੍ਰੈਸ ਨਾਲ ਗੱਲਬਾਤ ਕਰਦਿਆਂ ਦੱਸਿਆ ਕਿ ਉਸ ਦੇ ਸਹੁਰਾ ਪਰਿਵਾਰ ਵੱਲੋਂ ਉਸ ਨੂੰ ਤੰਗ ਪ੍ਰੇਸ਼ਾਨ ਕੀਤਾ ਜਾ ਰਿਹਾ ਹੈ ਅਤੇ ਉਸ ਦੇ ਘਰ 'ਤੇ ਜੇਠ ਜਠਾਣੀ ਨੇ ਕਬਜ਼ਾ ਕਰ ਲਿਆ ਹੈ। ਉਸ ਨੇ ਪੁਲਿਸ ਪ੍ਰਸ਼ਾਸਨ ਤੋਂ ਇਨਸਾਫ ਦੀ ਮੰਗ ਕੀਤੀ ਹੈ ਅਤੇ ਕਿਹਾ ਕਿ ਜੇਕਰ ਉਸ ਨੂੰ ਇਨਸਾਫ ਨਾ ਮਿਲਿਆ ਤਾਂ ਉਹ ਉੱਚ ਅਧਿਕਾਰੀਆਂ ਤੱਕ ਪਹੁੰਚ ਕਰੇਗੀ। bbox=[955, 1409, 1141, 1491]
story-sant-samagam-byline: ਪੰਜਗਰਾਈਂ ਕਲਾਂ 16 ਫਰਵਰੀ bbox=[949, 1948, 1050, 1959]
story-lions-club-photo bbox=[370, 1107, 753, 1327]
story-sarpanch-rally-body: ਅੱਜ ਆਮ ਆਦਮੀ ਪਾਰਟੀ ਵੱਲੋਂ ਪਿੰਡ ਕਿੱਲੀ ਚਹਿਲਾ (ਮੋਗਾ) ਵਿਖੇ ਕੀਤੀ ਜਾ ਰਹੀ ਸੂਬਾ ਪੱਧਰੀ ਰੈਲੀ ਵਿੱਚ ਸ਼ਾਮਲ ਹੋਣ ਲਈ ਸਰਪੰਚ ਪਾਲੀ ਡੱਲਾ ਦੀ ਅਗਵਾਈ ਹੇਠ ਬੱਸਾਂ ਅਤੇ 20 ਗੱਡੀਆਂ ਦਾ ਕਾਫ਼ਲਾ ਰਵਾਨਾ ਹੋਇਆ। ਇਸ ਮੌਕੇ ਉਨ੍ਹਾਂ ਕਿਹਾ ਕਿ ਪੰਜਾਬ ਸਰਕਾਰ ਵੱਲੋਂ ਕੀਤੇ ਜਾ ਰਹੇ ਲੋਕ ਭਲਾਈ ਦੇ ਕਾਰਜਾਂ ਤੋਂ ਲੋਕ ਖੁਸ਼ ਹਨ ਅਤੇ 2027 ਵਿੱਚ ਮੁੜ ਸਰਕਾਰ ਬਣਾਉਣਗੇ। ਕਾਫ਼ਲੇ ਵਿੱਚ ਪਿੰਡ ਦੇ ਪੰਚ, ਨੌਜਵਾਨ ਅਤੇ ਬਜ਼ੁਰਗ ਵੱਡੀ ਗਿਣਤੀ ਵਿੱਚ ਸ਼ਾਮਲ ਹੋਏ। bbox=[1152, 448, 1506, 506]
color-bar-segment bbox=[662, 2396, 693, 2407]
story-begampura bbox=[5, 66, 359, 547]
story-nss-camp-photo bbox=[621, 2213, 936, 2382]
trust-member-photo bbox=[87, 1324, 165, 1411]
color-bar-segment bbox=[977, 2396, 1009, 2407]
story-hawara-title: ਪਿੰਡ ਹਵਾਰਾ ਕਲਾਂ ਵਿਖੇ ਪੰਥ ਦੀ ਚੜ੍ਹਦੀ ਕਲਾ ਪੰਥਕ ਇਕੱਠ ਲਈ ਪਿੰਡਾਂ ਵਿੱਚ ਕੀਤੀਆ ਮੀਟਿੰਗਾ bbox=[767, 599, 1139, 639]
story-youth-photo bbox=[1152, 812, 1506, 1032]
story-kamaldeep-byline: ਬਟਾਲਾ, 16 ਫਰਵਰੀ bbox=[955, 1395, 1029, 1406]
story-hawara-byline: ਮੰਡੀ ਗੋਬਿੰਦਗੜ੍ਹ, 16 ਫਰਵਰੀ bbox=[766, 662, 875, 673]
story-eye-camp-title: ਪਿੰਡ ਹੇਰਾਂ ਵਿਖੇ ਦਸਮੇਸ਼ ਖ਼ਾਲਸਾ ਚੈਰੀਟੇਬਲ ਹਸਪਤਾਲ ਵਿੱਚ ਅੱਖਾਂ ਦਾ ਮੁਫ਼ਤ ਚੈੱਕਅਪ ਕੈਂਪ 18 ਫਰਵਰੀ ਨੂੰ bbox=[388, 1539, 736, 1577]
story-chima-photo bbox=[370, 660, 753, 889]
color-bar-segment bbox=[693, 2396, 725, 2407]
color-bar-segment bbox=[756, 2396, 788, 2407]
color-bar-segment bbox=[1323, 2396, 1354, 2407]
story-nss-camp-byline: ਸੰਦੌੜ, 16 ਫਰਵਰੀ bbox=[621, 1948, 690, 1959]
color-bar-segment bbox=[378, 2396, 410, 2407]
story-trust-body-cont: ਕੁਦਰਤ ਨੂੰ ਪਿਆਰ ਕਰਨ ਵਾਲੇ ਤੇ ਲੋੜਵੰਦਾਂ ਦੀ ਸੇਵਾ ਲਈ ਨਵੀਂ ਸੰਸਥਾ ਕੁਦਰਤ ਦੇ ਰਾਖੇ ਚੈਰੀਟੇਬਲ ਟਰੱਸਟ ਦਾ ਗਠਨ ਕੀਤਾ ਗਿਆ। ਇਸ ਮੌਕੇ ਸੰਸਥਾ ਦੇ ਅਹੁਦੇਦਾਰਾਂ ਦੀ ਚੋਣ ਕੀਤੀ ਗਈ ਅਤੇ ਵਾਤਾਵਰਣ ਬਚਾਉਣ ਲਈ ਰੁੱਖ ਲਗਾਉਣ ਦੀ ਮੁਹਿੰਮ ਸ਼ੁਰੂ ਕਰਨ ਦਾ ਫੈਸਲਾ ਕੀਤਾ ਗਿਆ। ਸੰਸਥਾ ਵੱਲੋਂ ਗਰੀਬ ਬੱਚਿਆਂ ਦੀ ਪੜ੍ਹਾਈ ਅਤੇ ਮਰੀਜ਼ਾਂ ਦੀ ਮਦਦ ਵੀ ਕੀਤੀ ਜਾਵੇਗੀ। bbox=[5, 1419, 359, 1465]
story-legal-camp-photo bbox=[1152, 1649, 1506, 1851]
story-trust-title: ਜਗਰਾਉਂ ਵਿੱਚ ਕੁਦਰਤ ਦੇ ਰਾਖੇ ਚੈਰੀਟੇਬਲ ਟਰੱਸਟ ਨਵੀਂ ਸੰਸਥਾ ਦਾ ਗਠਨ bbox=[20, 998, 344, 1036]
story-chima bbox=[370, 599, 753, 1040]
story-shiv-mandir-byline: ਬਰਨਾਲਾ 16 ਫਰਵਰੀ bbox=[5, 1597, 81, 1608]
story-hawara bbox=[766, 599, 1141, 1308]
story-begampura-subtitle: ਦਫ਼ਤਰ ਉਦਘਾਟਨ ਸਮੇਂ ਸ੍ਰੀ ਸੁਖਮਨੀ ਸਾਹਿਬ ਜੀ ਦੇ ਪਾਠ ਦੇ ਭੋਗ ਪਾਏ ਜਾਣਗੇ bbox=[28, 131, 336, 143]
story-lions-club-body: ਲਾਇਨਜ਼ ਕਲੱਬ ਕੋਟਕਪੂਰਾ ਰਾਇਲ ਦੀ ਪਰਿਵਾਰਕ ਮੀਟਿੰਗ ਪ੍ਰਧਾਨ ਦੀ ਪ੍ਰਧਾਨਗੀ ਹੇਠ ਹੋਈ, ਜਿਸ ਵਿੱਚ ਕਲੱਬ ਵੱਲੋਂ ਕੀਤੇ ਜਾ ਰਹੇ ਸਮਾਜ ਸੇਵੀ ਕਾਰਜਾਂ ਬਾਰੇ ਵਿਚਾਰ ਵਟਾਂਦਰਾ ਕੀਤਾ ਗਿਆ। ਇਸ ਮੌਕੇ ਆਉਣ ਵਾਲੇ ਸਮੇਂ ਵਿੱਚ ਅੱਖਾਂ ਦੇ ਕੈਂਪ, ਖੂਨਦਾਨ ਕੈਂਪ ਅਤੇ ਲੋੜਵੰਦਾਂ ਲਈ ਰਾਸ਼ਨ ਵੰਡ ਸਮਾਗਮ ਕਰਵਾਉਣ ਦਾ ਫੈਸਲਾ ਲਿਆ ਗਿਆ। bbox=[370, 1348, 753, 1382]
color-bar-segment bbox=[536, 2396, 567, 2407]
story-pingalwara-title: ਪਿੰਗਲਵਾੜਾ ਸ਼ਾਖਾ ਵਿਖੇ ਵਿਦੇਸ਼ੀਆਂ ਦੇ ਦੌਰੇ ਜਾਰੀ bbox=[39, 552, 325, 571]
trust-member-photo bbox=[169, 1324, 247, 1411]
trust-member-photo bbox=[5, 1144, 84, 1231]
